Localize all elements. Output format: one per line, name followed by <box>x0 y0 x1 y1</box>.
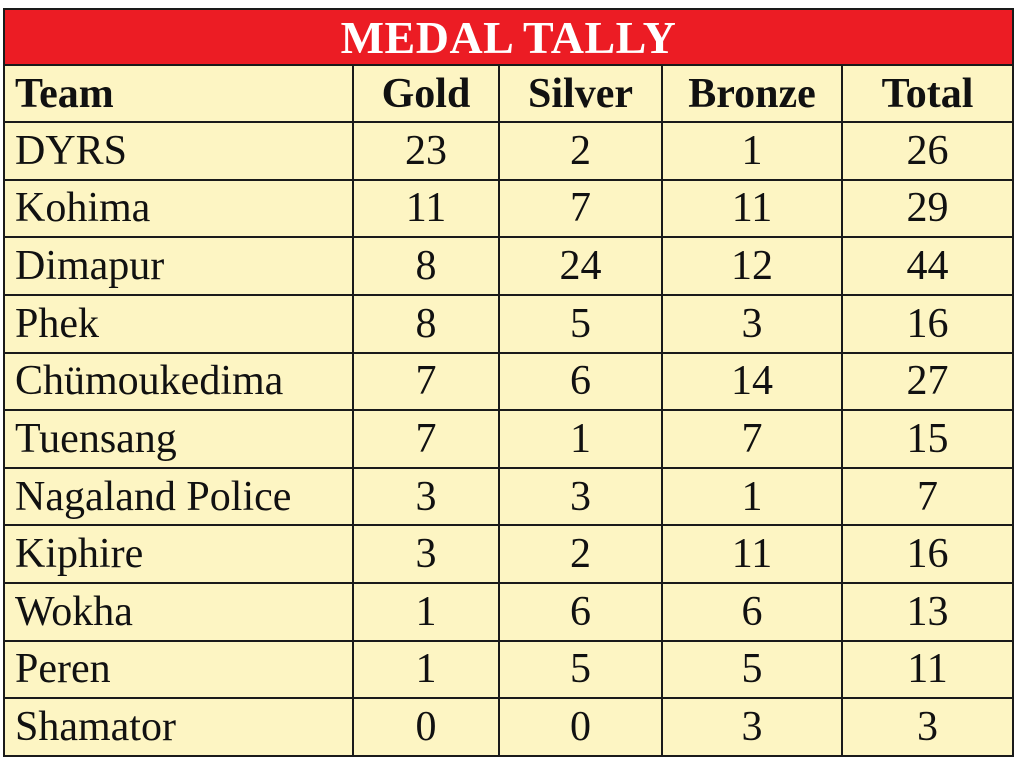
gold-cell: 7 <box>353 410 499 468</box>
bronze-cell: 5 <box>662 641 842 699</box>
bronze-cell: 6 <box>662 583 842 641</box>
total-cell: 26 <box>842 122 1012 180</box>
silver-cell: 24 <box>499 237 662 295</box>
gold-cell: 8 <box>353 237 499 295</box>
team-name-cell: Phek <box>5 295 353 353</box>
silver-cell: 3 <box>499 468 662 526</box>
gold-cell: 3 <box>353 525 499 583</box>
bronze-cell: 3 <box>662 698 842 755</box>
gold-cell: 0 <box>353 698 499 755</box>
medal-tally-table <box>3 8 1014 757</box>
team-name-cell: Shamator <box>5 698 353 755</box>
team-name-cell: Wokha <box>5 583 353 641</box>
gold-cell: 3 <box>353 468 499 526</box>
bronze-cell: 14 <box>662 353 842 411</box>
total-cell: 15 <box>842 410 1012 468</box>
silver-cell: 7 <box>499 180 662 238</box>
bronze-cell: 1 <box>662 468 842 526</box>
bronze-cell: 11 <box>662 180 842 238</box>
column-header-total: Total <box>842 66 1012 122</box>
team-name-cell: Chümoukedima <box>5 353 353 411</box>
total-cell: 16 <box>842 525 1012 583</box>
silver-cell: 6 <box>499 353 662 411</box>
total-cell: 13 <box>842 583 1012 641</box>
column-header-silver: Silver <box>499 66 662 122</box>
team-name-cell: Tuensang <box>5 410 353 468</box>
silver-cell: 2 <box>499 122 662 180</box>
gold-cell: 7 <box>353 353 499 411</box>
silver-cell: 2 <box>499 525 662 583</box>
gold-cell: 11 <box>353 180 499 238</box>
team-name-cell: Peren <box>5 641 353 699</box>
gold-cell: 8 <box>353 295 499 353</box>
table-row <box>5 180 1012 238</box>
table-row <box>5 122 1012 180</box>
team-name-cell: Kohima <box>5 180 353 238</box>
table-row <box>5 468 1012 526</box>
team-name-cell: Dimapur <box>5 237 353 295</box>
bronze-cell: 1 <box>662 122 842 180</box>
gold-cell: 1 <box>353 583 499 641</box>
total-cell: 16 <box>842 295 1012 353</box>
bronze-cell: 11 <box>662 525 842 583</box>
table-row <box>5 353 1012 411</box>
total-cell: 27 <box>842 353 1012 411</box>
total-cell: 3 <box>842 698 1012 755</box>
table-row <box>5 525 1012 583</box>
gold-cell: 23 <box>353 122 499 180</box>
bronze-cell: 3 <box>662 295 842 353</box>
silver-cell: 1 <box>499 410 662 468</box>
column-header-bronze: Bronze <box>662 66 842 122</box>
table-row <box>5 237 1012 295</box>
table-row <box>5 641 1012 699</box>
team-name-cell: Kiphire <box>5 525 353 583</box>
table-row <box>5 583 1012 641</box>
table-row <box>5 698 1012 755</box>
table-row <box>5 295 1012 353</box>
silver-cell: 5 <box>499 295 662 353</box>
column-header-team: Team <box>5 66 353 122</box>
silver-cell: 5 <box>499 641 662 699</box>
total-cell: 29 <box>842 180 1012 238</box>
medal-table <box>5 66 1012 755</box>
silver-cell: 0 <box>499 698 662 755</box>
team-name-cell: Nagaland Police <box>5 468 353 526</box>
silver-cell: 6 <box>499 583 662 641</box>
team-name-cell: DYRS <box>5 122 353 180</box>
total-cell: 11 <box>842 641 1012 699</box>
bronze-cell: 12 <box>662 237 842 295</box>
total-cell: 44 <box>842 237 1012 295</box>
table-row <box>5 410 1012 468</box>
table-title: MEDAL TALLY <box>5 10 1012 66</box>
total-cell: 7 <box>842 468 1012 526</box>
bronze-cell: 7 <box>662 410 842 468</box>
header-row <box>5 66 1012 122</box>
column-header-gold: Gold <box>353 66 499 122</box>
gold-cell: 1 <box>353 641 499 699</box>
